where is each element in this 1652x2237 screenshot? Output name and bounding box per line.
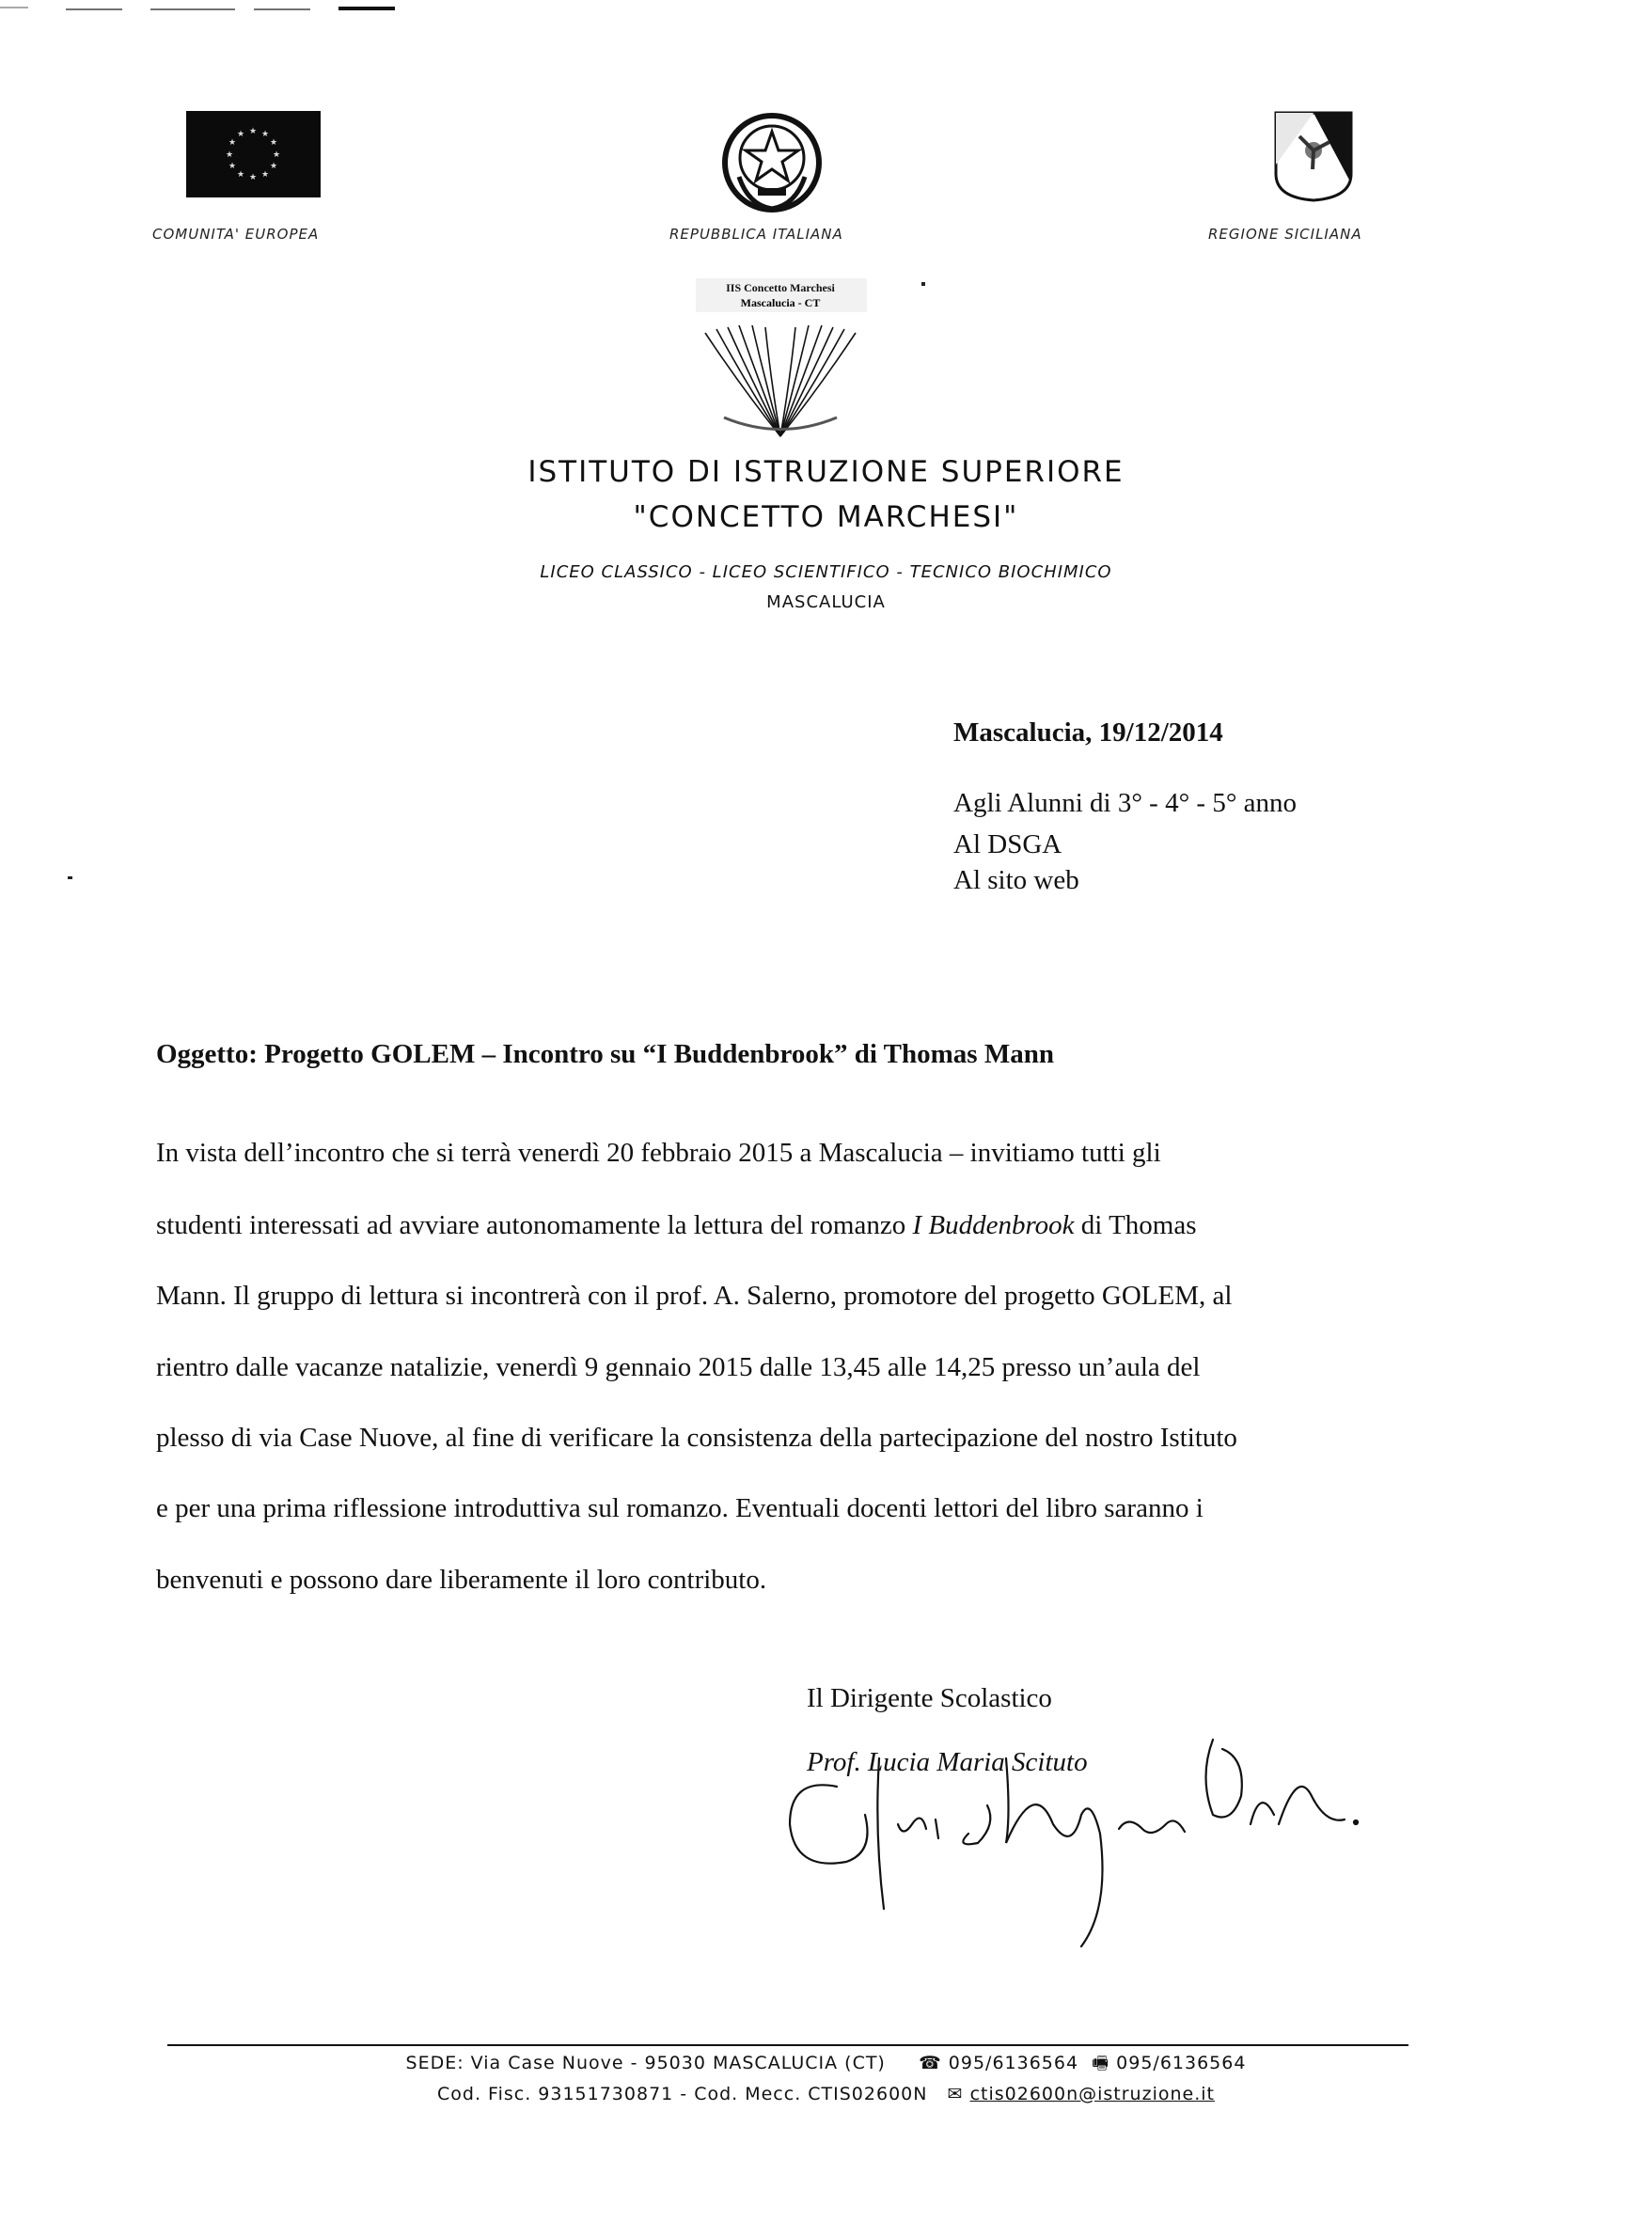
letter-subject: Oggetto: Progetto GOLEM – Incontro su “I Buddenbrook” di Thomas Mann xyxy=(156,1039,1054,1069)
svg-text:★: ★ xyxy=(248,173,258,182)
institute-name: ISTITUTO DI ISTRUZIONE SUPERIORE xyxy=(527,455,1125,489)
body-line: benvenuti e possono dare liberamente il loro contributo. xyxy=(156,1565,767,1595)
institute-schools: LICEO CLASSICO - LICEO SCIENTIFICO - TECNICO BIOCHIMICO xyxy=(540,562,1112,582)
body-line: studenti interessati ad avviare autonomamente la lettura del romanzo I Buddenbrook di Thomas xyxy=(156,1210,1197,1240)
svg-text:★: ★ xyxy=(236,130,245,139)
phone-icon: ☎ xyxy=(919,2053,942,2073)
footer-email-link[interactable]: ctis02600n@istruzione.it xyxy=(969,2084,1215,2104)
scan-speck xyxy=(921,282,925,286)
footer-fax: 095/6136564 xyxy=(1116,2053,1247,2073)
italian-republic-caption: REPUBBLICA ITALIANA xyxy=(669,226,843,243)
recipient: Al DSGA xyxy=(953,829,1062,859)
recipient: Agli Alunni di 3° - 4° - 5° anno xyxy=(953,788,1298,818)
handwritten-signature xyxy=(771,1721,1373,1956)
footer-codes-line: Cod. Fisc. 93151730871 - Cod. Mecc. CTIS02600N ✉ ctis02600n@istruzione.it xyxy=(437,2084,1215,2104)
eu-flag-icon xyxy=(186,111,321,197)
svg-text:★: ★ xyxy=(260,170,270,180)
institute-town: MASCALUCIA xyxy=(766,592,886,612)
body-line: e per una prima riflessione introduttiva sul romanzo. Eventuali docenti lettori del libro saranno i xyxy=(156,1493,1204,1523)
school-logo-text-line1: IIS Concetto Marchesi xyxy=(726,281,835,294)
school-logo xyxy=(686,276,874,446)
svg-text:★: ★ xyxy=(248,127,258,136)
italian-republic-emblem-icon xyxy=(720,111,824,214)
svg-text:★: ★ xyxy=(228,162,237,171)
svg-text:★: ★ xyxy=(272,150,281,160)
signatory-title: Il Dirigente Scolastico xyxy=(807,1683,1052,1713)
fax-icon: 🖷 xyxy=(1092,2053,1110,2073)
eu-caption: COMUNITA' EUROPEA xyxy=(152,226,320,243)
institute-subname: "CONCETTO MARCHESI" xyxy=(633,500,1019,534)
school-logo-text-line2: Mascalucia - CT xyxy=(740,296,821,309)
svg-text:★: ★ xyxy=(260,130,270,139)
signatory-name: Prof. Lucia Maria Scituto xyxy=(807,1747,1088,1777)
svg-text:★: ★ xyxy=(225,150,234,160)
body-line: Mann. Il gruppo di lettura si incontrerà con il prof. A. Salerno, promotore del progetto GOLEM, al xyxy=(156,1281,1233,1311)
letter-date: Mascalucia, 19/12/2014 xyxy=(953,717,1223,748)
sicily-region-caption: REGIONE SICILIANA xyxy=(1208,226,1362,243)
svg-text:★: ★ xyxy=(269,138,278,148)
footer-phone: 095/6136564 xyxy=(948,2053,1079,2073)
sicily-region-emblem-icon xyxy=(1271,108,1356,202)
body-line: In vista dell’incontro che si terrà venerdì 20 febbraio 2015 a Mascalucia – invitiamo tutti gli xyxy=(156,1138,1161,1168)
scan-speck xyxy=(68,876,72,879)
book-title: I Buddenbrook xyxy=(912,1210,1075,1240)
svg-text:★: ★ xyxy=(228,138,237,148)
footer-rule xyxy=(167,2044,1408,2046)
svg-text:★: ★ xyxy=(236,170,245,180)
email-icon: ✉ xyxy=(947,2084,964,2104)
recipient: Al sito web xyxy=(953,865,1079,895)
body-line: plesso di via Case Nuove, al fine di verificare la consistenza della partecipazione del nostro Istituto xyxy=(156,1423,1237,1453)
scan-marks xyxy=(0,0,414,19)
body-line: rientro dalle vacanze natalizie, venerdì 9 gennaio 2015 dalle 13,45 alle 14,25 presso un’aula del xyxy=(156,1352,1201,1382)
svg-text:★: ★ xyxy=(269,162,278,171)
footer-address-line: SEDE: Via Case Nuove - 95030 MASCALUCIA (CT) ☎ 095/6136564 🖷 095/6136564 xyxy=(405,2053,1247,2073)
